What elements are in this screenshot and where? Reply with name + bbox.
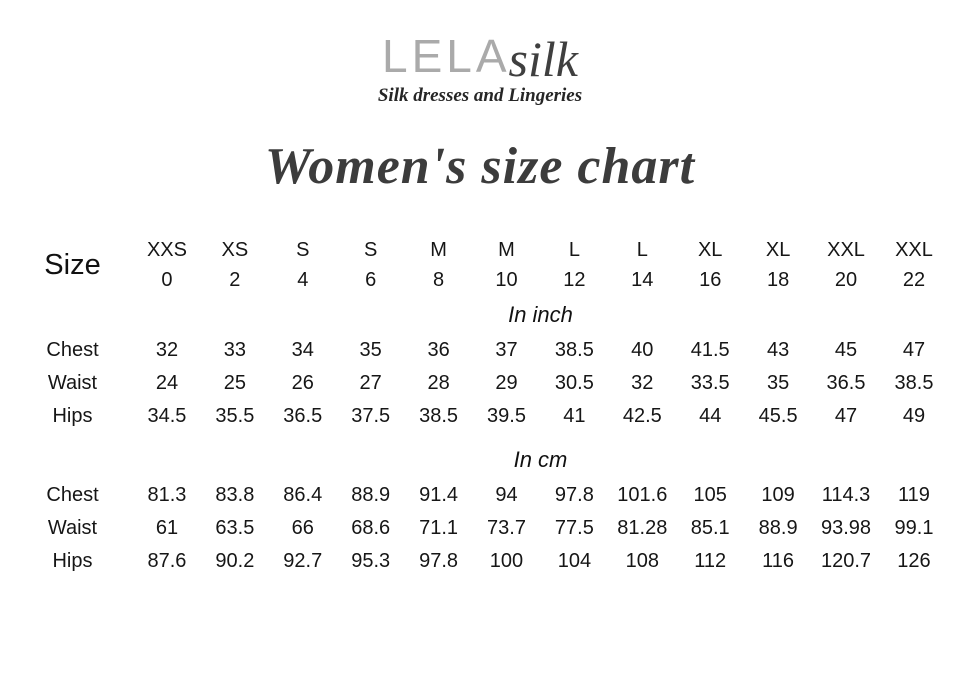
measurement-value: 81.3: [147, 484, 187, 506]
section-heading: In cm: [513, 447, 568, 472]
measurement-value: 33: [223, 339, 246, 361]
measurement-value: 95.3: [351, 550, 391, 572]
size-chart-table: [12, 234, 948, 578]
size-number: 20: [834, 269, 858, 291]
measurement-row-label: Chest: [46, 339, 99, 361]
size-column-header: [880, 234, 948, 296]
measurement-value: 45: [834, 339, 858, 361]
size-column-header: [201, 234, 269, 296]
measurement-value: 86.4: [283, 484, 323, 506]
measurement-row-label: Waist: [47, 517, 98, 539]
size-column-header: [812, 234, 880, 296]
measurement-value: 35: [359, 339, 382, 361]
measurement-value: 35.5: [215, 405, 255, 427]
measurement-value: 90.2: [215, 550, 255, 572]
size-number: 6: [365, 269, 377, 291]
measurement-value: 94: [495, 484, 518, 506]
measurement-value: 120.7: [820, 550, 872, 572]
measurement-value: 109: [761, 484, 795, 506]
section-spacer-cell: [12, 433, 948, 441]
measurement-value: 41.5: [690, 339, 730, 361]
measurement-value: 47: [834, 405, 858, 427]
measurement-value: 116: [762, 550, 795, 572]
size-header-row: [12, 234, 948, 296]
size-name: S: [296, 239, 310, 261]
measurement-value: 87.6: [147, 550, 187, 572]
measurement-value: 28: [427, 372, 450, 394]
measurement-value: 63.5: [215, 517, 255, 539]
measurement-value: 44: [699, 405, 722, 427]
brand-logo: [0, 30, 960, 87]
size-number: 10: [495, 269, 518, 291]
measurement-value: 45.5: [758, 405, 798, 427]
measurement-value: 27: [359, 372, 382, 394]
measurement-value: 34: [291, 339, 314, 361]
measurement-value: 108: [625, 550, 659, 572]
measurement-value: 38.5: [894, 372, 934, 394]
size-column-header: [337, 234, 405, 296]
size-name: XXL: [827, 239, 865, 261]
measurement-value: 97.8: [554, 484, 594, 506]
measurement-value: 49: [902, 405, 926, 427]
measurement-value: 77.5: [554, 517, 594, 539]
size-number: 12: [563, 269, 586, 291]
measurement-value: 36: [427, 339, 450, 361]
measurement-value: 41: [563, 405, 586, 427]
size-column-header: [608, 234, 676, 296]
measurement-value: 43: [766, 339, 790, 361]
size-name: XL: [765, 239, 791, 261]
section-heading-row: [12, 441, 948, 479]
size-number: 2: [229, 269, 241, 291]
measurement-value: 114.3: [821, 484, 871, 506]
measurement-value: 36.5: [826, 372, 866, 394]
size-name: S: [364, 239, 378, 261]
section-heading-row: [12, 296, 948, 334]
size-number: 22: [902, 269, 926, 291]
size-number: 16: [699, 269, 722, 291]
size-number: 4: [297, 269, 309, 291]
measurement-value: 33.5: [690, 372, 730, 394]
measurement-value: 73.7: [487, 517, 526, 539]
measurement-value: 97.8: [419, 550, 459, 572]
section-heading: In inch: [508, 302, 573, 327]
measurement-value: 71.1: [419, 517, 459, 539]
measurement-value: 38.5: [554, 339, 594, 361]
measurement-row-label: Chest: [46, 484, 99, 506]
size-name: XXL: [895, 239, 933, 261]
measurement-value: 26: [291, 372, 314, 394]
measurement-value: 88.9: [351, 484, 391, 506]
size-column-header: [473, 234, 541, 296]
measurement-row: [12, 334, 948, 367]
size-column-header: [269, 234, 337, 296]
page-title: Women's size chart: [264, 138, 696, 195]
measurement-row: [12, 479, 948, 512]
measurement-value: 35: [766, 372, 790, 394]
measurement-value: 47: [902, 339, 926, 361]
measurement-value: 93.98: [820, 517, 872, 539]
measurement-value: 119: [898, 484, 930, 506]
brand-logo-script: silk: [508, 31, 578, 87]
size-name: XL: [697, 239, 723, 261]
section-spacer-row: [12, 433, 948, 441]
measurement-value: 38.5: [419, 405, 459, 427]
brand-header: [0, 0, 960, 105]
measurement-value: 66: [291, 517, 314, 539]
size-name: L: [568, 239, 580, 261]
measurement-row: [12, 545, 948, 578]
measurement-value: 105: [693, 484, 727, 506]
size-number: 8: [433, 269, 445, 291]
measurement-value: 91.4: [419, 484, 459, 506]
measurement-value: 29: [495, 372, 518, 394]
measurement-value: 100: [489, 550, 524, 572]
size-name: L: [636, 239, 648, 261]
size-name: XXS: [146, 239, 187, 261]
measurement-value: 32: [631, 372, 654, 394]
measurement-value: 126: [897, 550, 931, 572]
measurement-value: 104: [557, 550, 592, 572]
measurement-value: 68.6: [351, 517, 391, 539]
measurement-row: [12, 367, 948, 400]
measurement-value: 25: [223, 372, 246, 394]
size-name: XS: [221, 239, 249, 261]
measurement-value: 88.9: [758, 517, 798, 539]
size-name: M: [430, 239, 447, 261]
size-column-header: [405, 234, 473, 296]
measurement-row-label: Hips: [52, 550, 93, 572]
measurement-value: 40: [631, 339, 654, 361]
measurement-value: 32: [155, 339, 179, 361]
brand-tagline: Silk dresses and Lingeries: [377, 85, 583, 106]
size-number: 14: [631, 269, 654, 291]
size-number: 18: [766, 269, 790, 291]
size-column-header: [540, 234, 608, 296]
measurement-value: 37.5: [351, 405, 391, 427]
measurement-value: 39.5: [487, 405, 526, 427]
measurement-value: 42.5: [622, 405, 662, 427]
measurement-value: 81.28: [617, 517, 668, 539]
measurement-value: 36.5: [283, 405, 323, 427]
size-column-header: [676, 234, 744, 296]
measurement-value: 34.5: [147, 405, 187, 427]
measurement-value: 85.1: [690, 517, 730, 539]
size-row-label-header: Size: [44, 248, 101, 281]
measurement-value: 99.1: [894, 517, 934, 539]
measurement-value: 24: [155, 372, 179, 394]
measurement-value: 112: [694, 550, 727, 572]
section-heading-spacer-cell: [12, 441, 133, 479]
measurement-value: 83.8: [215, 484, 255, 506]
size-column-header: [133, 234, 201, 296]
measurement-value: 101.6: [617, 484, 668, 506]
measurement-value: 37: [495, 339, 518, 361]
measurement-row: [12, 400, 948, 433]
measurement-row: [12, 512, 948, 545]
measurement-row-label: Waist: [47, 372, 98, 394]
section-heading-spacer-cell: [12, 296, 133, 334]
measurement-row-label: Hips: [52, 405, 93, 427]
measurement-value: 92.7: [283, 550, 323, 572]
size-name: M: [498, 239, 515, 261]
brand-logo-text: LELA: [382, 30, 511, 82]
size-column-header: [744, 234, 812, 296]
measurement-value: 30.5: [554, 372, 594, 394]
measurement-value: 61: [155, 517, 179, 539]
size-number: 0: [161, 269, 173, 291]
